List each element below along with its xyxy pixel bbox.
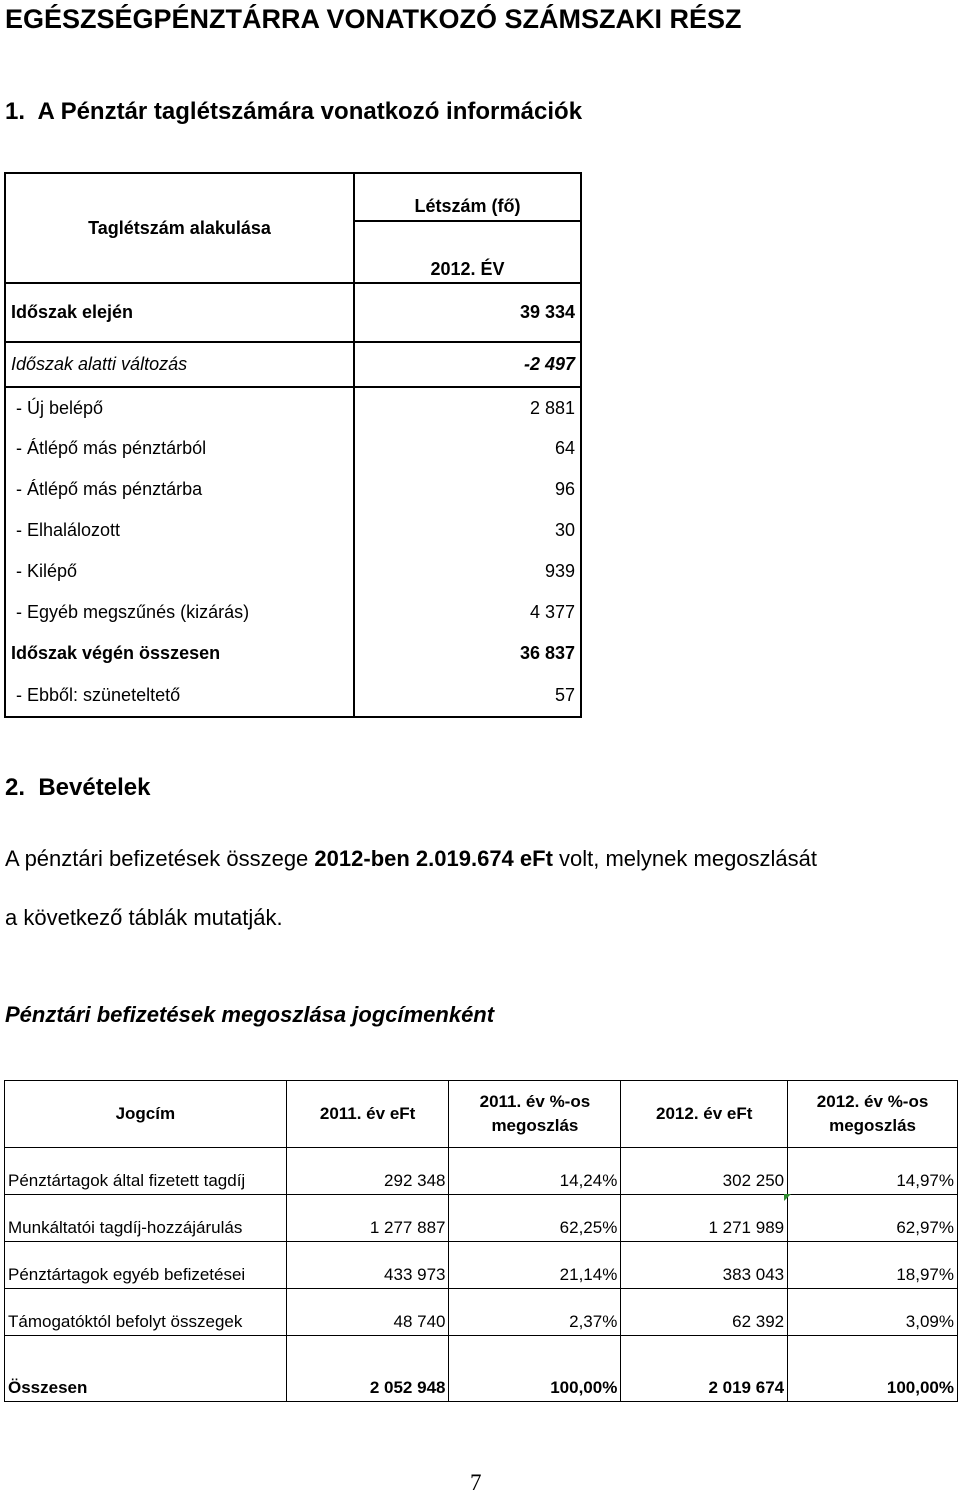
table-subtitle: Pénztári befizetések megoszlása jogcímenként bbox=[5, 1002, 495, 1027]
para-text-pre: A pénztári befizetések összege bbox=[5, 846, 315, 871]
section-2-title: 2. Bevételek bbox=[5, 774, 151, 801]
row-label: Pénztártagok egyéb befizetései bbox=[5, 1242, 287, 1289]
row-label: - Új belépő bbox=[5, 387, 354, 428]
header-jogcim: Jogcím bbox=[5, 1081, 287, 1148]
membership-header-year: 2012. ÉV bbox=[354, 221, 581, 283]
pct-2012: 62,97% bbox=[788, 1195, 958, 1242]
para-text-post: volt, melynek megoszlását bbox=[552, 846, 818, 871]
payments-table bbox=[4, 1080, 958, 1402]
row-value: 57 bbox=[354, 674, 581, 717]
value-2012: 62 392 bbox=[621, 1289, 788, 1336]
page-title: EGÉSZSÉGPÉNZTÁRRA VONATKOZÓ SZÁMSZAKI RÉSZ bbox=[5, 4, 742, 34]
header-2012-pct bbox=[788, 1081, 958, 1148]
table-row bbox=[5, 428, 581, 469]
pct-2011: 14,24% bbox=[449, 1148, 621, 1195]
row-label: Időszak elején bbox=[5, 283, 354, 342]
table-row bbox=[5, 387, 581, 428]
value-2011: 48 740 bbox=[286, 1289, 449, 1336]
table-total-row bbox=[5, 1336, 958, 1402]
total-pct-2012: 100,00% bbox=[788, 1336, 958, 1402]
cell-comment-marker-icon bbox=[784, 1194, 791, 1201]
table-row bbox=[5, 1148, 958, 1195]
table-row bbox=[5, 342, 581, 387]
row-value: 36 837 bbox=[354, 633, 581, 674]
pct-2011: 2,37% bbox=[449, 1289, 621, 1336]
value-2012: 302 250 bbox=[621, 1148, 788, 1195]
row-label: Támogatóktól befolyt összegek bbox=[5, 1289, 287, 1336]
section-1-title: 1. A Pénztár taglétszámára vonatkozó információk bbox=[5, 98, 583, 125]
row-label: - Kilépő bbox=[5, 551, 354, 592]
total-label: Összesen bbox=[5, 1336, 287, 1402]
row-label: - Átlépő más pénztárba bbox=[5, 469, 354, 510]
pct-2011: 21,14% bbox=[449, 1242, 621, 1289]
membership-header-label: Taglétszám alakulása bbox=[5, 173, 354, 283]
row-value: 4 377 bbox=[354, 592, 581, 633]
table-row bbox=[5, 1242, 958, 1289]
value-2011: 292 348 bbox=[286, 1148, 449, 1195]
value-2012: 383 043 bbox=[621, 1242, 788, 1289]
row-label: - Átlépő más pénztárból bbox=[5, 428, 354, 469]
row-value: 96 bbox=[354, 469, 581, 510]
table-row bbox=[5, 633, 581, 674]
intro-paragraph-line-1 bbox=[5, 846, 817, 872]
value-2012: 1 271 989 bbox=[621, 1195, 788, 1242]
header-2012-pct-line1: 2012. év %-os bbox=[816, 1092, 929, 1111]
value-2011: 1 277 887 bbox=[286, 1195, 449, 1242]
header-2012-eft: 2012. év eFt bbox=[621, 1081, 788, 1148]
row-value: 64 bbox=[354, 428, 581, 469]
header-2011-pct-line1: 2011. év %-os bbox=[479, 1092, 591, 1111]
row-label: - Egyéb megszűnés (kizárás) bbox=[5, 592, 354, 633]
row-value: 939 bbox=[354, 551, 581, 592]
pct-2012: 18,97% bbox=[788, 1242, 958, 1289]
row-value: 2 881 bbox=[354, 387, 581, 428]
row-value: 39 334 bbox=[354, 283, 581, 342]
table-row bbox=[5, 469, 581, 510]
total-pct-2011: 100,00% bbox=[449, 1336, 621, 1402]
para-text-bold: 2012-ben 2.019.674 eFt bbox=[314, 846, 553, 871]
membership-table bbox=[4, 172, 582, 718]
intro-paragraph-line-2: a következő táblák mutatják. bbox=[5, 905, 283, 930]
table-row bbox=[5, 592, 581, 633]
table-row bbox=[5, 1195, 958, 1242]
total-2012: 2 019 674 bbox=[621, 1336, 788, 1402]
header-2011-eft: 2011. év eFt bbox=[286, 1081, 449, 1148]
pct-2012: 3,09% bbox=[788, 1289, 958, 1336]
table-header-row bbox=[5, 1081, 958, 1148]
row-label: Időszak végén összesen bbox=[5, 633, 354, 674]
table-row bbox=[5, 283, 581, 342]
row-label: - Elhalálozott bbox=[5, 510, 354, 551]
value-2011: 433 973 bbox=[286, 1242, 449, 1289]
table-row bbox=[5, 1289, 958, 1336]
page-number: 7 bbox=[470, 1470, 482, 1495]
table-row bbox=[5, 674, 581, 717]
header-2011-pct bbox=[449, 1081, 621, 1148]
row-label: Munkáltatói tagdíj-hozzájárulás bbox=[5, 1195, 287, 1242]
membership-header-value: Létszám (fő) bbox=[354, 173, 581, 221]
pct-2011: 62,25% bbox=[449, 1195, 621, 1242]
table-row bbox=[5, 551, 581, 592]
table-row bbox=[5, 510, 581, 551]
pct-2012: 14,97% bbox=[788, 1148, 958, 1195]
header-2011-pct-line2: megoszlás bbox=[491, 1116, 579, 1135]
row-label: Pénztártagok által fizetett tagdíj bbox=[5, 1148, 287, 1195]
row-label: - Ebből: szüneteltető bbox=[5, 674, 354, 717]
header-2012-pct-line2: megoszlás bbox=[829, 1116, 917, 1135]
row-value: 30 bbox=[354, 510, 581, 551]
row-label: Időszak alatti változás bbox=[5, 342, 354, 387]
row-value: -2 497 bbox=[354, 342, 581, 387]
total-2011: 2 052 948 bbox=[286, 1336, 449, 1402]
